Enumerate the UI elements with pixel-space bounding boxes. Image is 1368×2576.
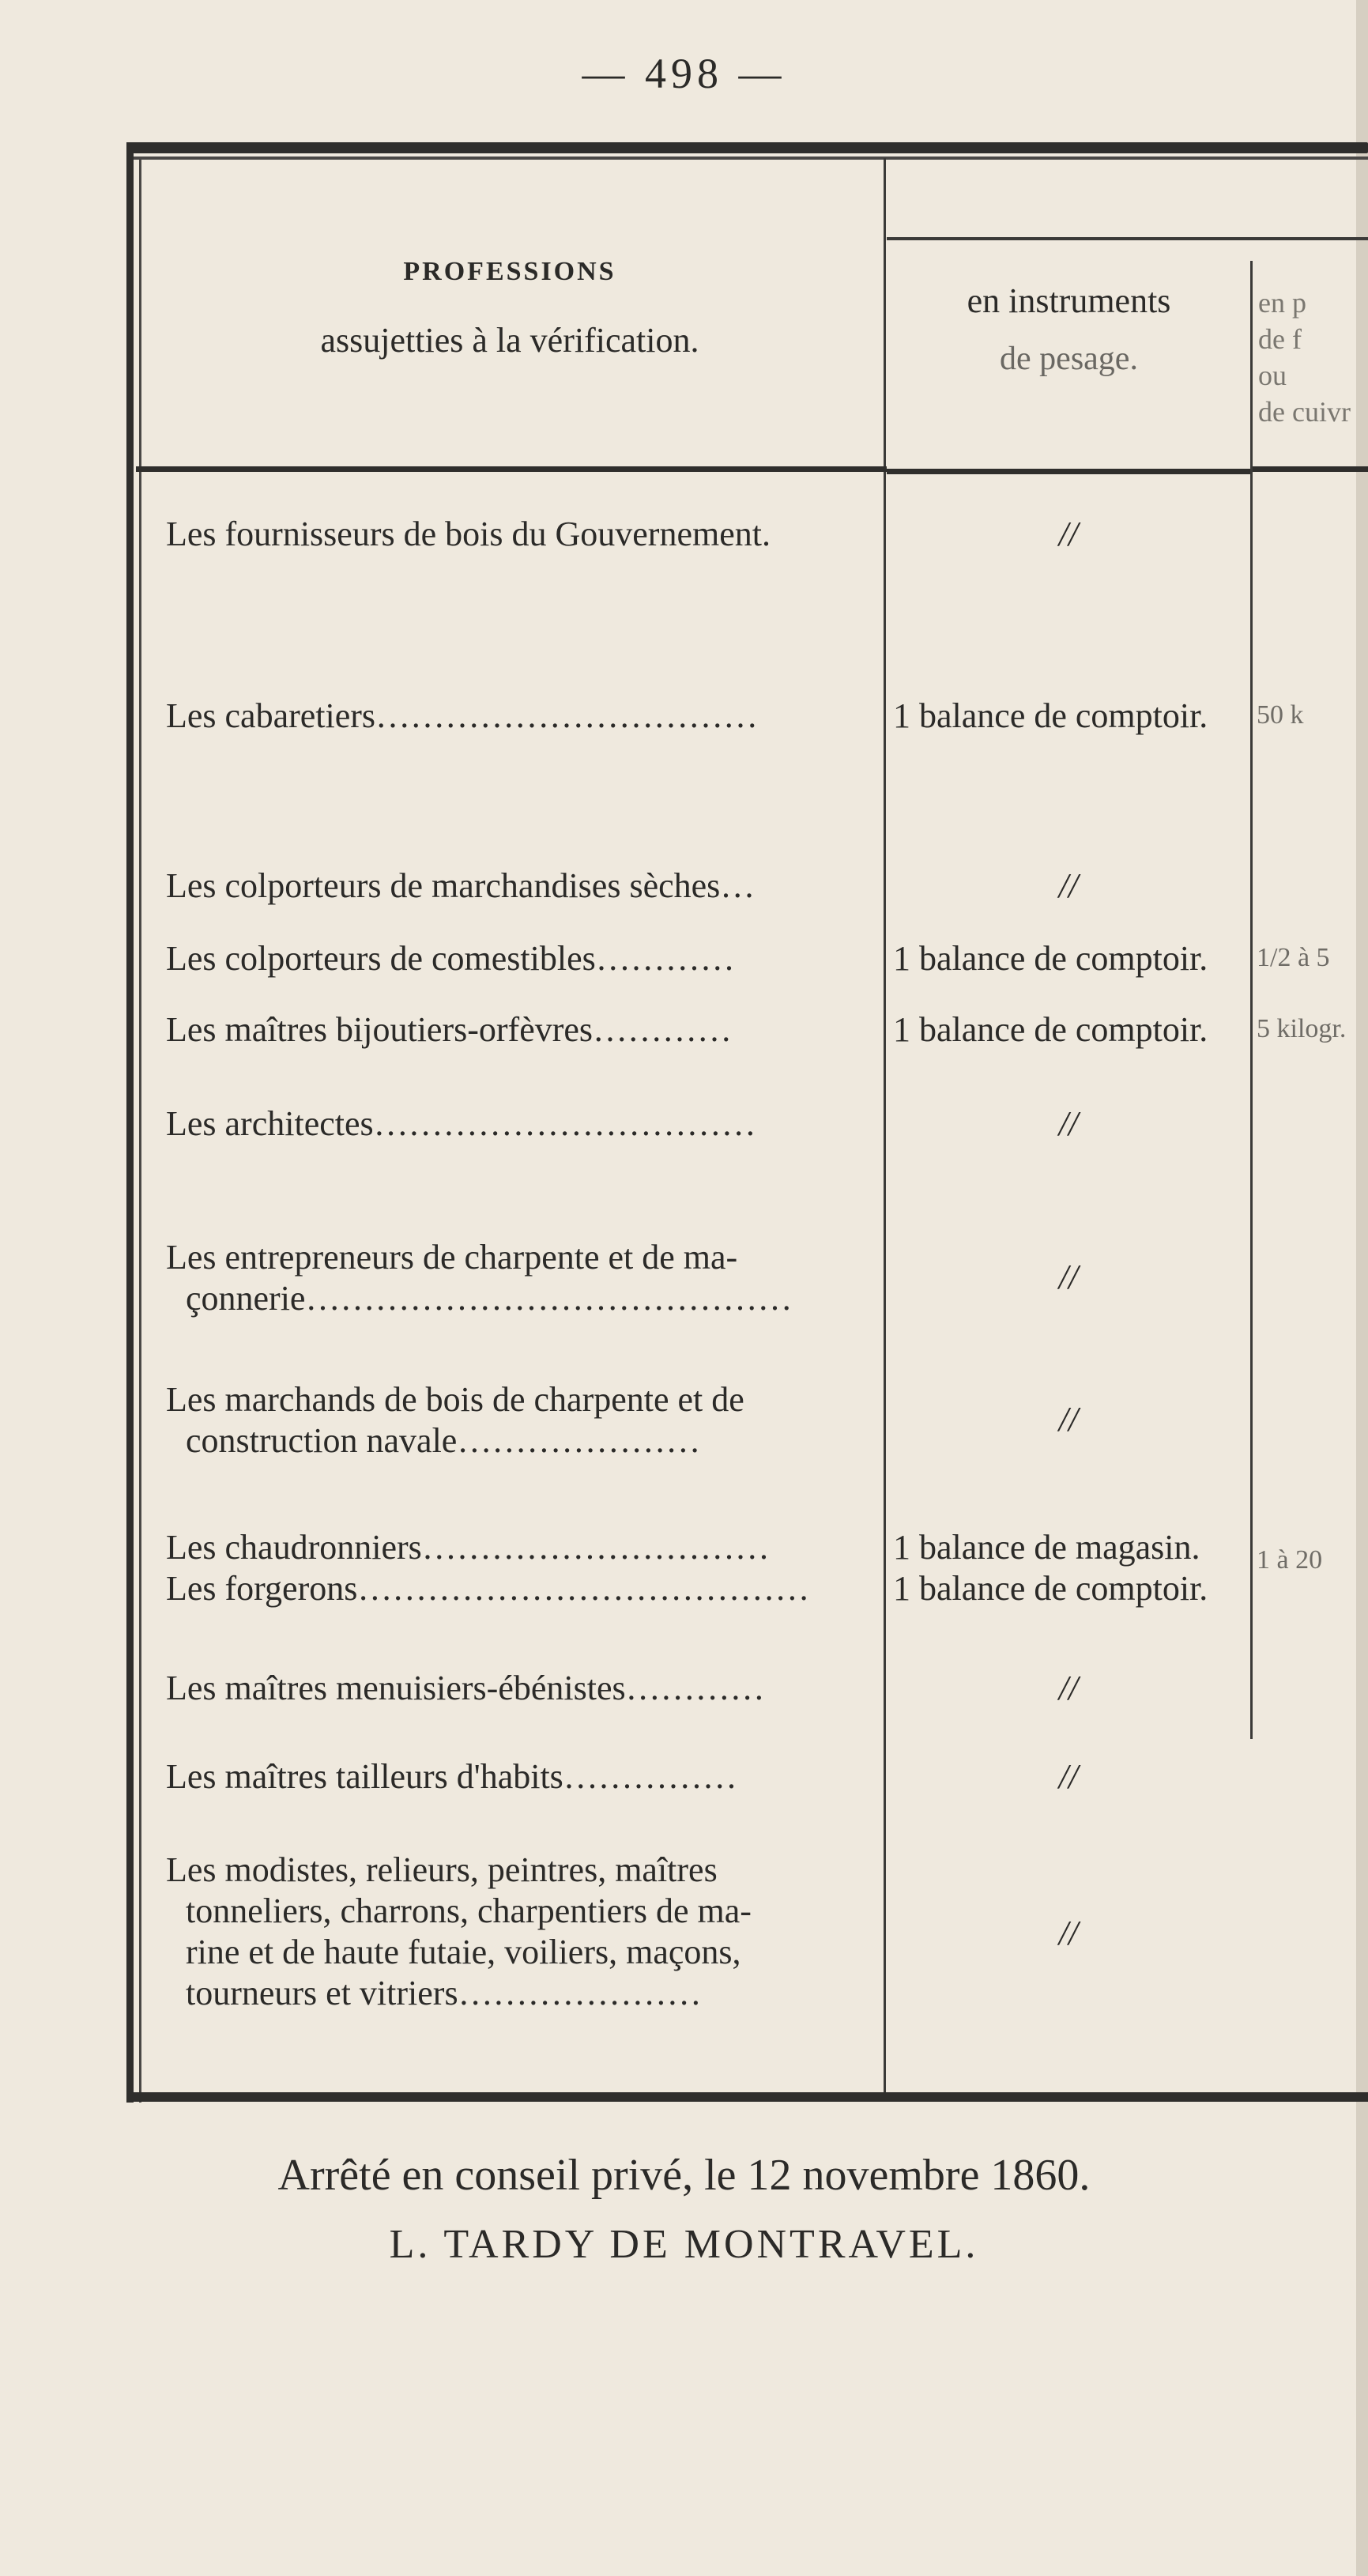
- table-row-partial: 1 à 20: [1257, 1545, 1323, 1575]
- column-divider-2: [1250, 261, 1253, 1739]
- table-row-profession: Les modistes, relieurs, peintres, maîtres: [166, 1850, 718, 1889]
- table-row-profession: Les colporteurs de marchandises sèches…: [166, 866, 756, 905]
- column-header-professions: PROFESSIONS: [403, 257, 616, 286]
- column-header-instruments-subtitle: de pesage.: [1000, 341, 1138, 377]
- table-row-instrument: //: [1058, 1258, 1079, 1296]
- table-row-instrument: //: [1058, 1400, 1079, 1439]
- table-row-profession: Les forgerons…………………………………: [166, 1569, 810, 1608]
- table-row-partial: 5 kilogr.: [1257, 1014, 1347, 1043]
- table-row-instrument: 1 balance de comptoir.: [893, 939, 1208, 978]
- table-row-partial: 50 k: [1257, 700, 1304, 730]
- header-rule-col3: [1253, 466, 1368, 472]
- table-row-profession: Les maîtres bijoutiers-orfèvres…………: [166, 1010, 733, 1049]
- column-header-partial-line: de cuivr: [1258, 396, 1351, 428]
- header-subrule: [887, 237, 1368, 240]
- table-row-instrument: //: [1058, 866, 1079, 905]
- table-row-instrument: 1 balance de magasin.: [893, 1528, 1200, 1567]
- table-row-profession: Les maîtres tailleurs d'habits……………: [166, 1757, 737, 1796]
- column-divider-1: [884, 158, 886, 2092]
- table-row-profession: Les maîtres menuisiers-ébénistes…………: [166, 1669, 765, 1707]
- table-row-profession-continued: çonnerie……………………………………: [186, 1279, 793, 1318]
- column-header-partial-line: de f: [1258, 323, 1302, 355]
- table-border-bottom: [126, 2092, 1368, 2102]
- table-row-profession: Les colporteurs de comestibles…………: [166, 939, 735, 978]
- table-row-profession-continued: rine et de haute futaie, voiliers, maçons,: [186, 1933, 741, 1971]
- table-row-instrument: 1 balance de comptoir.: [893, 1569, 1208, 1608]
- table-border-top-inner: [126, 157, 1368, 160]
- page-number: — 498 —: [582, 50, 786, 97]
- table-row-partial: 1/2 à 5: [1257, 943, 1330, 972]
- header-rule-col2: [887, 469, 1250, 474]
- table-row-profession: Les entrepreneurs de charpente et de ma-: [166, 1238, 738, 1277]
- table-row-profession: Les chaudronniers…………………………: [166, 1528, 770, 1567]
- table-row-profession: Les fournisseurs de bois du Gouvernement.: [166, 515, 771, 553]
- header-rule: [136, 466, 887, 472]
- table-row-profession-continued: tourneurs et vitriers…………………: [186, 1974, 702, 2012]
- column-header-professions-subtitle: assujetties à la vérification.: [320, 321, 699, 360]
- table-border-left-inner: [139, 158, 141, 2103]
- table-border-left: [126, 142, 134, 2103]
- table-row-instrument: //: [1058, 1104, 1079, 1143]
- table-row-profession: Les architectes……………………………: [166, 1104, 756, 1143]
- table-row-instrument: //: [1058, 1669, 1079, 1707]
- table-row-profession: Les cabaretiers……………………………: [166, 696, 759, 735]
- table-row-instrument: //: [1058, 1757, 1079, 1796]
- decree-line: Arrêté en conseil privé, le 12 novembre 1860.: [277, 2151, 1091, 2200]
- column-header-partial-line: ou: [1258, 360, 1287, 391]
- column-header-partial: [1258, 285, 1356, 430]
- table-row-profession-continued: construction navale…………………: [186, 1421, 701, 1460]
- signature-line: L. TARDY DE MONTRAVEL.: [389, 2222, 979, 2267]
- column-header-partial-line: en p: [1258, 287, 1306, 319]
- table-row-instrument: //: [1058, 1914, 1079, 1952]
- table-border-top: [126, 142, 1368, 153]
- table-row-instrument: 1 balance de comptoir.: [893, 1010, 1208, 1049]
- table-row-profession-continued: tonneliers, charrons, charpentiers de ma-: [186, 1891, 752, 1930]
- column-header-instruments: en instruments: [967, 281, 1171, 320]
- table-row-instrument: //: [1058, 515, 1079, 553]
- table-row-profession: Les marchands de bois de charpente et de: [166, 1380, 744, 1419]
- table-row-instrument: 1 balance de comptoir.: [893, 696, 1208, 735]
